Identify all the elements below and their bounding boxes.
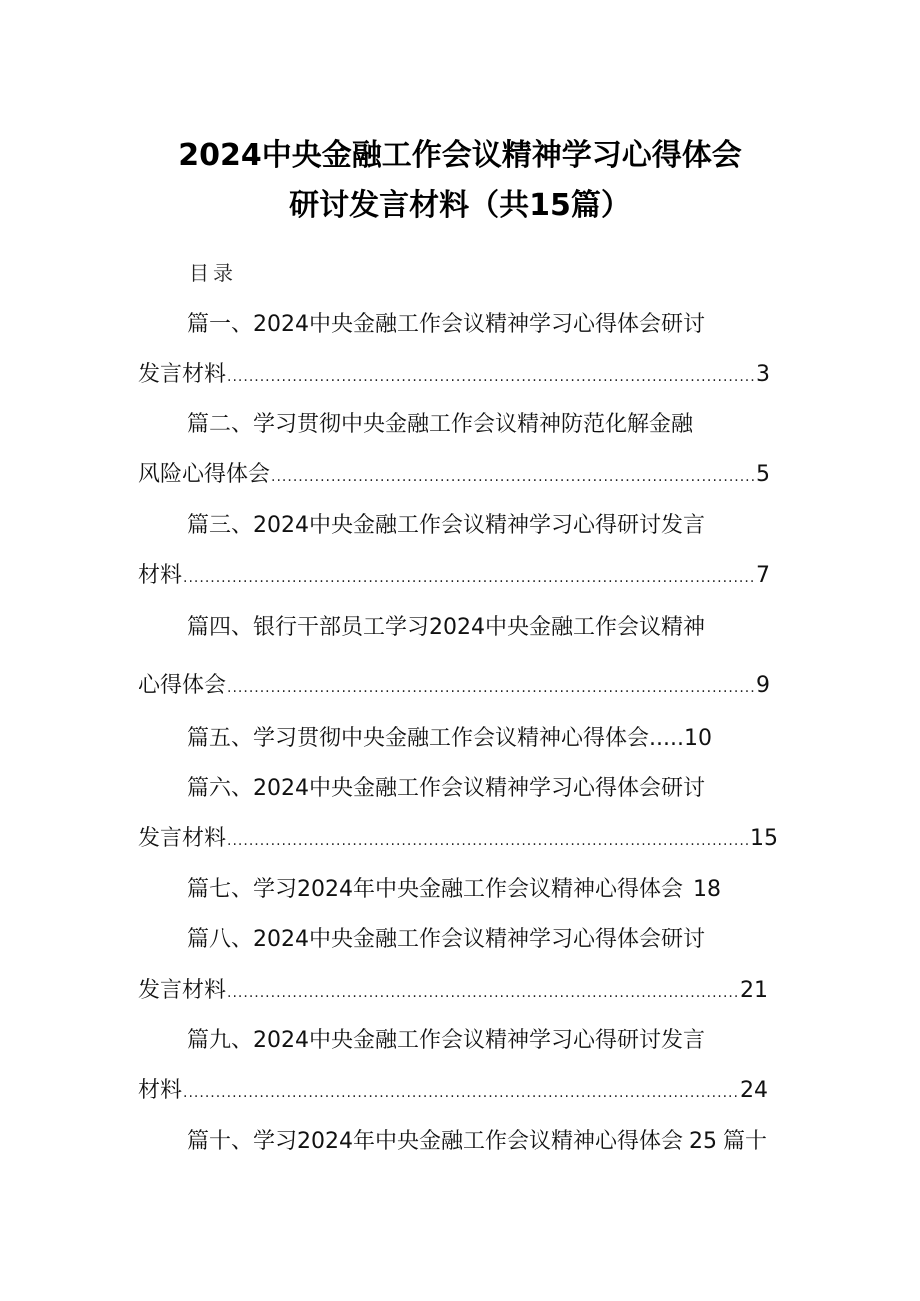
toc-entry-3-title[interactable]: 篇三、2024中央金融工作会议精神学习心得研讨发言: [187, 513, 705, 538]
toc-entry-6-page: 15: [750, 826, 778, 851]
toc-entry-6-continuation[interactable]: [138, 824, 778, 856]
toc-leader-dots: [227, 673, 755, 703]
toc-entry-3-continuation[interactable]: [138, 561, 770, 593]
toc-entry-9-page: 24: [740, 1078, 768, 1103]
toc-entry-9-title-cont: 材料: [138, 1078, 183, 1103]
toc-entry-10-page: 25: [689, 1129, 717, 1154]
toc-entry-5-title: 篇五、学习贯彻中央金融工作会议精神心得体会: [187, 726, 650, 751]
toc-entry-4-title-cont: 心得体会: [138, 673, 227, 698]
toc-entry-2-page: 5: [756, 462, 770, 487]
toc-entry-8-title[interactable]: 篇八、2024中央金融工作会议精神学习心得体会研讨: [187, 927, 705, 952]
toc-entry-9-continuation[interactable]: [138, 1076, 768, 1108]
toc-leader-dots: [227, 362, 755, 392]
toc-entry-4-title[interactable]: 篇四、银行干部员工学习2024中央金融工作会议精神: [187, 615, 705, 640]
document-title-line-2: 研讨发言材料（共15篇）: [289, 188, 631, 223]
toc-entry-10[interactable]: [187, 1127, 797, 1157]
toc-entry-1-title[interactable]: 篇一、2024中央金融工作会议精神学习心得体会研讨: [187, 312, 705, 337]
toc-entry-11-start: 篇十: [723, 1129, 768, 1154]
toc-leader-dots: [183, 563, 755, 593]
toc-entry-2-title-cont: 风险心得体会: [138, 462, 271, 487]
toc-entry-8-title-cont: 发言材料: [138, 978, 227, 1003]
toc-entry-9-title[interactable]: 篇九、2024中央金融工作会议精神学习心得研讨发言: [187, 1028, 705, 1053]
toc-heading: 目录: [189, 261, 237, 285]
toc-leader-dots: [183, 1078, 739, 1108]
toc-entry-4-continuation[interactable]: [138, 671, 770, 703]
toc-leader-dots: [227, 978, 739, 1008]
toc-entry-2-continuation[interactable]: [138, 460, 770, 492]
document-title-line-1: 2024中央金融工作会议精神学习心得体会: [178, 138, 742, 173]
toc-entry-3-page: 7: [756, 563, 770, 588]
toc-entry-1-continuation[interactable]: [138, 360, 770, 392]
toc-entry-7-title: 篇七、学习2024年中央金融工作会议精神心得体会: [187, 877, 683, 902]
toc-entry-5[interactable]: [187, 724, 732, 754]
toc-entry-1-title-cont: 发言材料: [138, 362, 227, 387]
toc-entry-6-title-cont: 发言材料: [138, 826, 227, 851]
toc-entry-8-page: 21: [740, 978, 768, 1003]
toc-entry-5-page: 10: [683, 726, 712, 751]
toc-entry-3-title-cont: 材料: [138, 563, 183, 588]
toc-entry-5-dots: .....: [649, 726, 684, 751]
toc-entry-10-title: 篇十、学习2024年中央金融工作会议精神心得体会: [187, 1129, 683, 1154]
toc-entry-7-page: 18: [693, 877, 721, 902]
toc-entry-1-page: 3: [756, 362, 770, 387]
toc-entry-2-title[interactable]: 篇二、学习贯彻中央金融工作会议精神防范化解金融: [187, 412, 694, 437]
toc-entry-7[interactable]: [187, 875, 787, 905]
toc-entry-6-title[interactable]: 篇六、2024中央金融工作会议精神学习心得体会研讨: [187, 776, 705, 801]
toc-entry-4-page: 9: [756, 673, 770, 698]
toc-leader-dots: [227, 826, 749, 856]
toc-entry-8-continuation[interactable]: [138, 976, 768, 1008]
toc-leader-dots: [271, 462, 755, 492]
